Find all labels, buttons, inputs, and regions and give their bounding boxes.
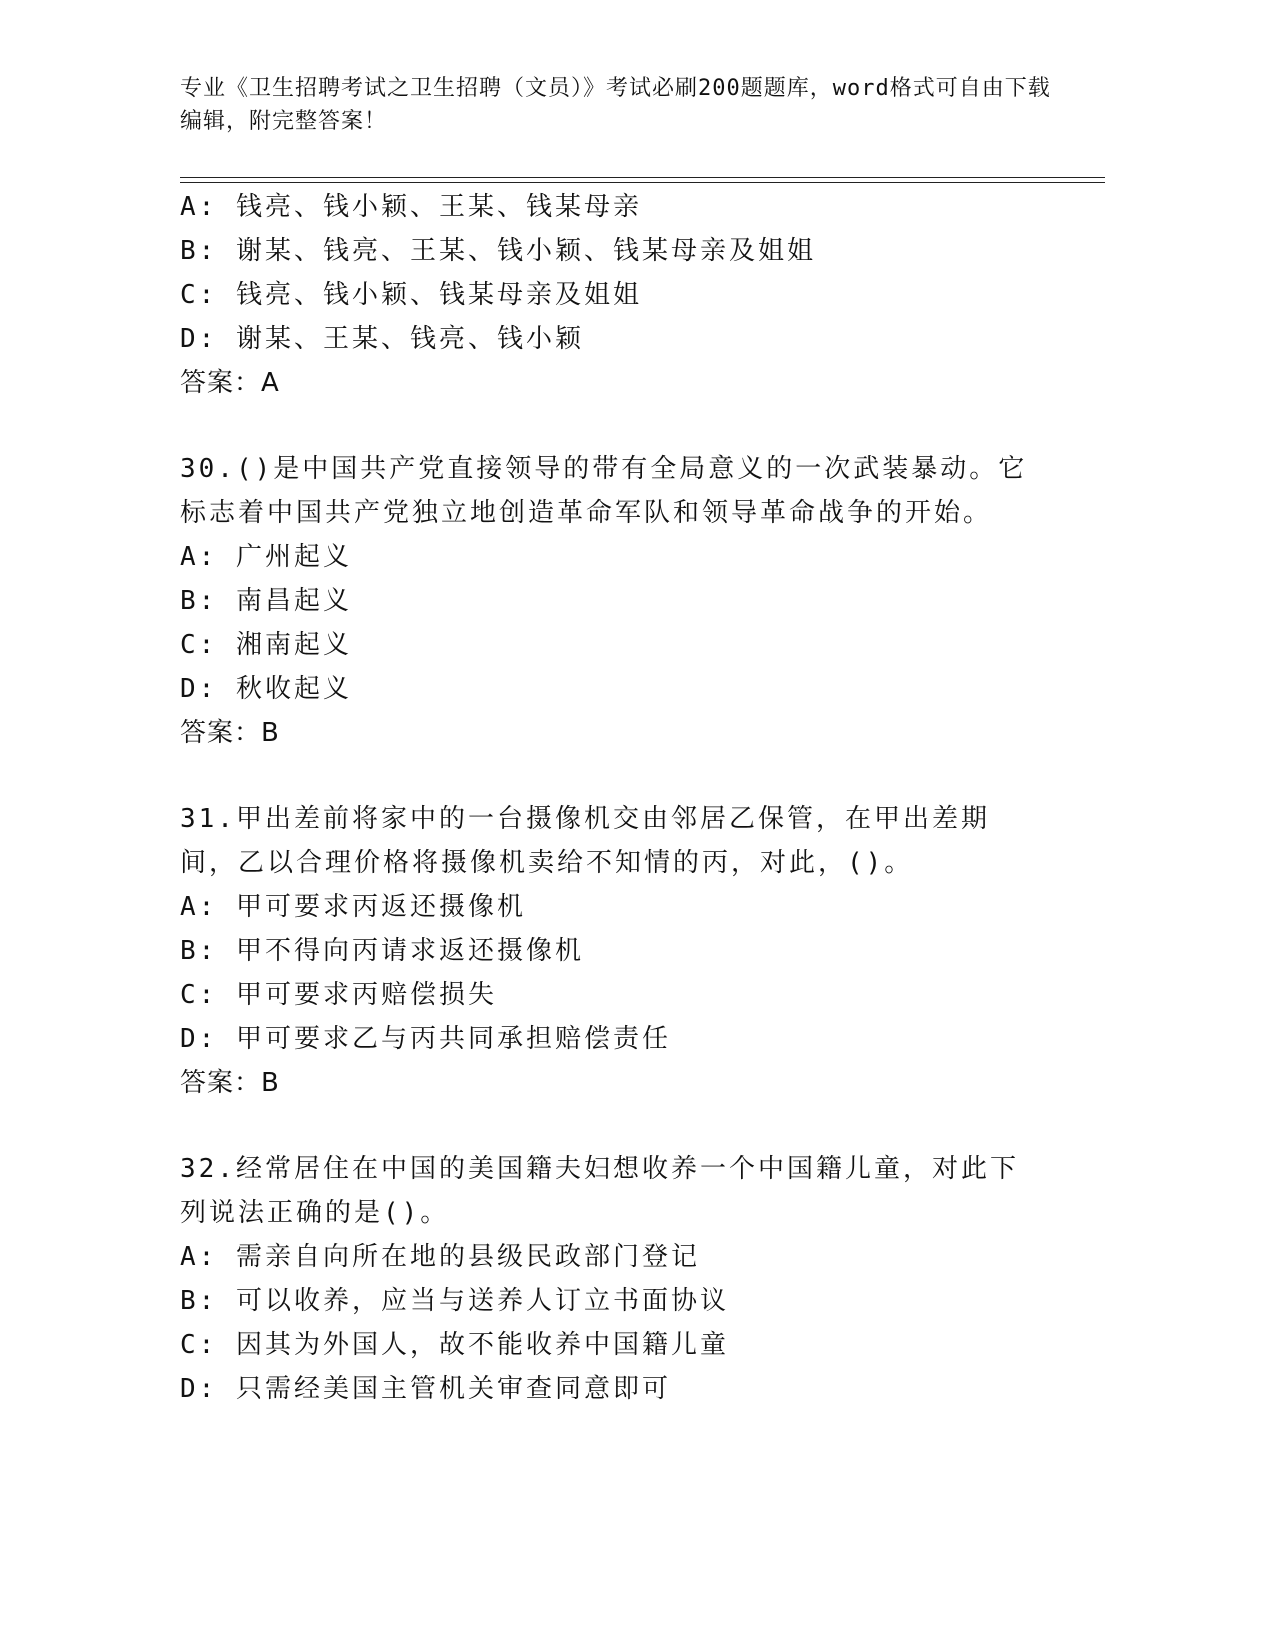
option-a: A: 甲可要求丙返还摄像机	[180, 892, 526, 922]
question-block-29	[180, 185, 1050, 405]
answer-line: 答案：B	[180, 718, 280, 748]
option-a: A: 需亲自向所在地的县级民政部门登记	[180, 1242, 700, 1272]
option-c: C: 湘南起义	[180, 630, 352, 660]
option-a: A: 广州起义	[180, 542, 352, 572]
question-text: 32.经常居住在中国的美国籍夫妇想收养一个中国籍儿童，对此下列说法正确的是()。	[180, 1154, 1019, 1228]
header-rule-bottom	[180, 182, 1105, 183]
answer-line: 答案：B	[180, 1068, 280, 1098]
question-block-30	[180, 447, 1050, 755]
option-d: D: 甲可要求乙与丙共同承担赔偿责任	[180, 1024, 671, 1054]
option-b: B: 可以收养，应当与送养人订立书面协议	[180, 1286, 729, 1316]
option-c: C: 甲可要求丙赔偿损失	[180, 980, 497, 1010]
document-header: 专业《卫生招聘考试之卫生招聘（文员）》考试必刷200题题库，word格式可自由下载编辑，附完整答案！	[180, 76, 1051, 134]
option-d: D: 秋收起义	[180, 674, 352, 704]
spacer	[180, 755, 1050, 797]
option-c: C: 钱亮、钱小颖、钱某母亲及姐姐	[180, 280, 642, 310]
question-text: 30.()是中国共产党直接领导的带有全局意义的一次武装暴动。它标志着中国共产党独立地创造革命军队和领导革命战争的开始。	[180, 454, 1028, 528]
question-list	[180, 185, 1050, 1411]
option-c: C: 因其为外国人，故不能收养中国籍儿童	[180, 1330, 729, 1360]
option-a: A: 钱亮、钱小颖、王某、钱某母亲	[180, 192, 642, 222]
spacer	[180, 1105, 1050, 1147]
spacer	[180, 405, 1050, 447]
option-d: D: 只需经美国主管机关审查同意即可	[180, 1374, 671, 1404]
header-rule-top	[180, 177, 1105, 178]
question-text: 31.甲出差前将家中的一台摄像机交由邻居乙保管，在甲出差期间，乙以合理价格将摄像机卖给不知情的丙，对此，()。	[180, 804, 990, 878]
option-b: B: 南昌起义	[180, 586, 352, 616]
option-b: B: 谢某、钱亮、王某、钱小颖、钱某母亲及姐姐	[180, 236, 816, 266]
option-b: B: 甲不得向丙请求返还摄像机	[180, 936, 584, 966]
question-block-32	[180, 1147, 1050, 1411]
option-d: D: 谢某、王某、钱亮、钱小颖	[180, 324, 584, 354]
question-block-31	[180, 797, 1050, 1105]
answer-line: 答案：A	[180, 368, 280, 398]
